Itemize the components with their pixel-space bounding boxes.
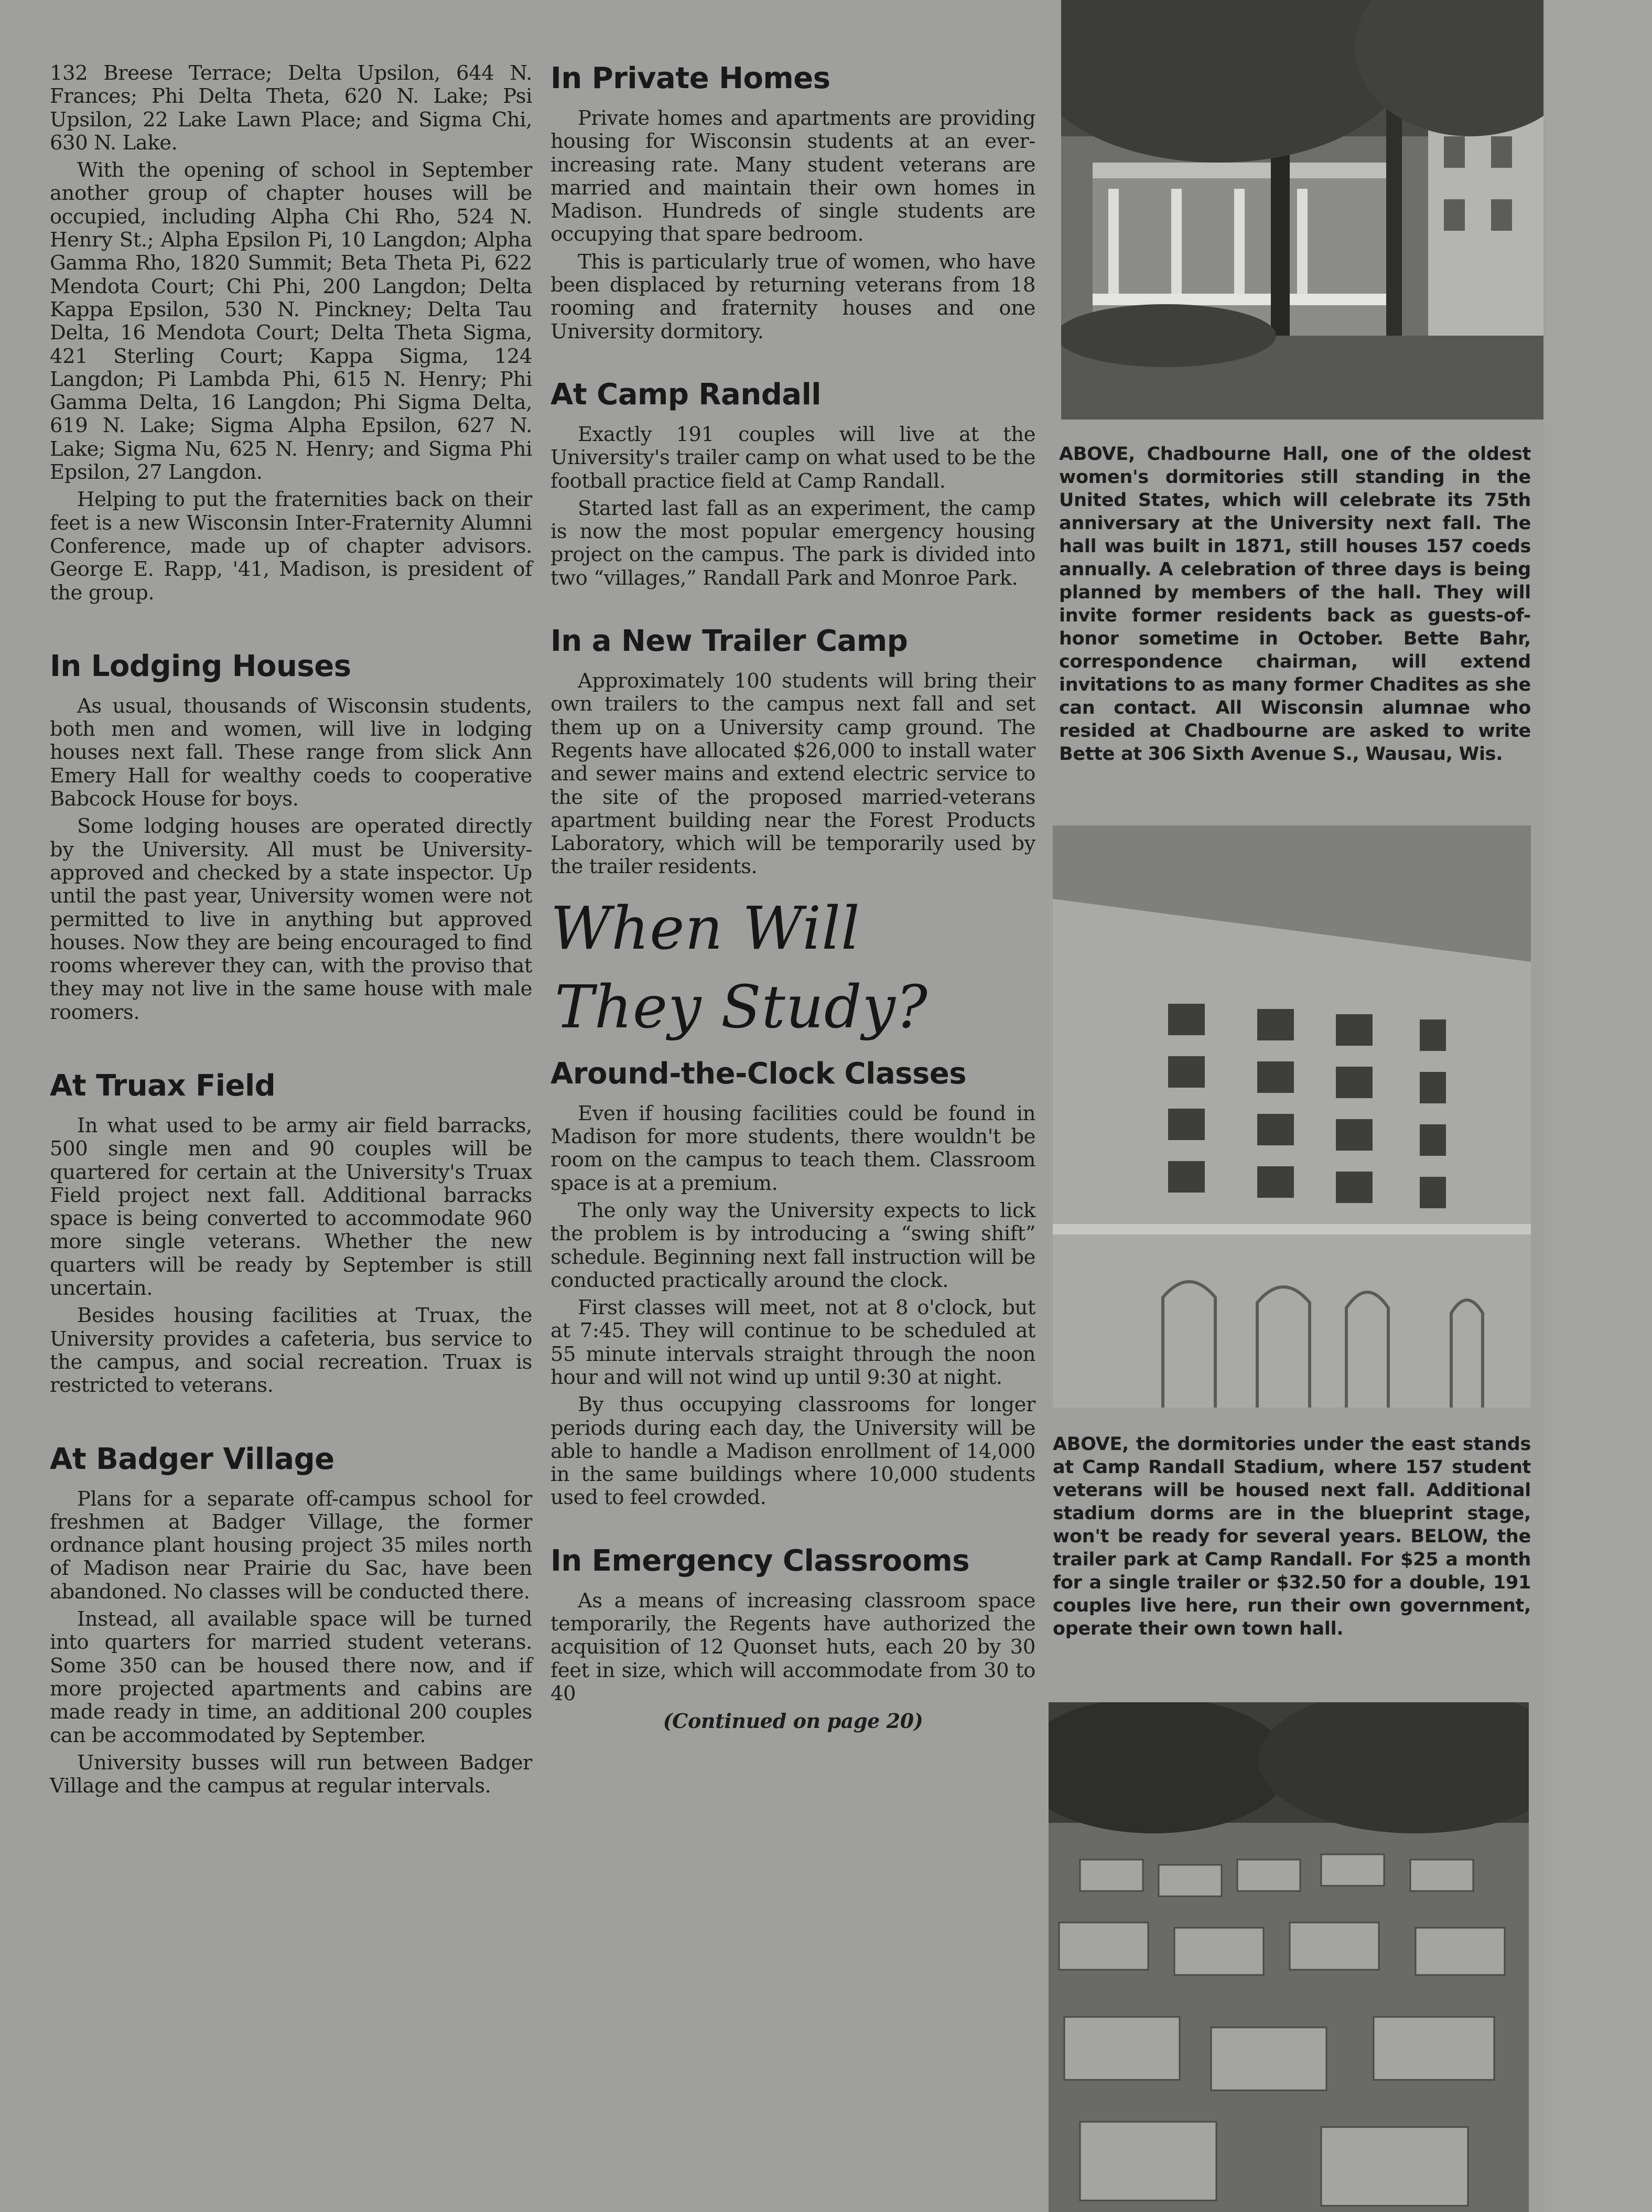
feature-title-line2: They Study?	[555, 973, 928, 1041]
section-heading-lodging: In Lodging Houses	[50, 649, 351, 683]
private-paragraph: Private homes and apartments are providing housing for Wisconsin students at an ever-increasing rate. Many student veterans are married and maintain their own homes in Madison. Hundreds of single students are occupying that spare bedroom.	[550, 106, 1035, 246]
clock-paragraph: First classes will meet, not at 8 o'clock, but at 7:45. They will continue to be scheduled at 55 minute intervals straight through the noon hour and will not wind up until 9:30 at night.	[550, 1296, 1035, 1389]
clock-paragraph: The only way the University expects to lick the problem is by introducing a “swing shift” schedule. Beginning next fall instruction will be conducted practically around the clock.	[550, 1198, 1035, 1292]
truax-paragraph: In what used to be army air field barracks, 500 single men and 90 couples will be quartered for certain at the University's Truax Field project next fall. Additional barracks space is being converted to accommodate 960 more single veterans. Whether the new quarters will be ready by September is still uncertain.	[50, 1113, 532, 1301]
intro-paragraph: Helping to put the fraternities back on their feet is a new Wisconsin Inter-Fraternity Alumni Conference, made up of chapter advisors. George E. Rapp, '41, Madison, is president of the group.	[50, 488, 532, 605]
badger-paragraph: Instead, all available space will be turned into quarters for married student veterans. Some 350 can be housed there now, and if more projected apartments and cabins are made ready in time, an additional 200 couples can be accommodated by September.	[50, 1607, 532, 1747]
section-heading-randall: At Camp Randall	[550, 377, 821, 412]
badger-paragraph: Plans for a separate off-campus school for freshmen at Badger Village, the former ordnance plant housing project 35 miles north of Madison near Prairie du Sac, have been abandoned. No classes will be conducted there.	[50, 1487, 532, 1604]
section-heading-badger: At Badger Village	[50, 1442, 334, 1476]
caption-chadbourne-hall: ABOVE, Chadbourne Hall, one of the oldest women's dormitories still standing in the United States, which will celebrate its 75th anniversary at the University next fall. The hall was built in 1871, still houses 157 coeds annually. A celebration of three days is being planned by members of the hall. They will invite former residents back as guests-of-honor sometime in October. Bette Bahr, correspondence chairman, will extend invitations to as many former Chadites as she can contact. All Wisconsin alumnae who resided at Chadbourne are asked to write Bette at 306 Sixth Avenue S., Wausau, Wis.	[1059, 444, 1531, 765]
randall-paragraph: Started last fall as an experiment, the camp is now the most popular emergency housing project on the campus. The park is divided into two “villages,” Randall Park and Monroe Park.	[550, 496, 1035, 590]
emergency-paragraph: As a means of increasing classroom space temporarily, the Regents have authorized the acquisition of 12 Quonset huts, each 20 by 30 feet in size, which will accommodate from 30 to 40	[550, 1588, 1035, 1705]
section-heading-private: In Private Homes	[550, 61, 830, 95]
clock-paragraph: Even if housing facilities could be found in Madison for more students, there wouldn't be room on the campus to teach them. Classroom space is at a premium.	[550, 1101, 1035, 1195]
intro-paragraph: 132 Breese Terrace; Delta Upsilon, 644 N. Frances; Phi Delta Theta, 620 N. Lake; Psi Upsilon, 22 Lake Lawn Place; and Sigma Chi, 630 N. Lake.	[50, 61, 532, 155]
section-heading-truax: At Truax Field	[50, 1068, 276, 1103]
private-paragraph: This is particularly true of women, who have been displaced by returning veterans from 18 rooming and fraternity houses and one University dormitory.	[550, 250, 1035, 343]
caption-stadium-and-trailer-park: ABOVE, the dormitories under the east stands at Camp Randall Stadium, where 157 student veterans will be housed next fall. Additional stadium dorms are in the blueprint stage, won't be ready for several years. BELOW, the trailer park at Camp Randall. For $25 a month for a single trailer or $32.50 for a double, 191 couples live here, run their own government, operate their own town hall.	[1053, 1434, 1531, 1639]
trailer-paragraph: Approximately 100 students will bring their own trailers to the campus next fall and set them up on a University camp ground. The Regents have allocated $26,000 to install water and sewer mains and extend electric service to the site of the proposed married-veterans apartment building near the Forest Products Laboratory, which will be temporarily used by the trailer residents.	[550, 669, 1035, 879]
photo-chadbourne-hall	[1061, 0, 1543, 420]
badger-paragraph: University busses will run between Badger Village and the campus at regular intervals.	[50, 1751, 532, 1798]
randall-paragraph: Exactly 191 couples will live at the University's trailer camp on what used to be the football practice field at Camp Randall.	[550, 422, 1035, 493]
left-column	[50, 62, 532, 1802]
lodging-paragraph: As usual, thousands of Wisconsin students, both men and women, will live in lodging houses next fall. These range from slick Ann Emery Hall for wealthy coeds to cooperative Babcock House for boys.	[50, 694, 532, 811]
truax-paragraph: Besides housing facilities at Truax, the University provides a cafeteria, bus service to the campus, and social recreation. Truax is restricted to veterans.	[50, 1304, 532, 1398]
clock-paragraph: By thus occupying classrooms for longer periods during each day, the University will be able to handle a Madison enrollment of 14,000 in the same buildings where 10,000 students used to feel crowded.	[550, 1393, 1035, 1510]
lodging-paragraph: Some lodging houses are operated directly by the University. All must be University-approved and checked by a state inspector. Up until the past year, University women were not permitted to live in anything but approved houses. Now they are being encouraged to find rooms wherever they can, with the proviso that they may not live in the same house with male roomers.	[50, 814, 532, 1024]
feature-title-line1: When Will	[550, 894, 860, 963]
page-margin	[1545, 0, 1652, 2212]
middle-column	[550, 62, 1035, 1733]
intro-paragraph: With the opening of school in September another group of chapter houses will be occupied, including Alpha Chi Rho, 524 N. Henry St.; Alpha Epsilon Pi, 10 Langdon; Alpha Gamma Rho, 1820 Summit; Beta Theta Pi, 622 Mendota Court; Chi Phi, 200 Langdon; Delta Kappa Epsilon, 530 N. Pinckney; Delta Tau Delta, 16 Mendota Court; Delta Theta Sigma, 421 Sterling Court; Kappa Sigma, 124 Langdon; Pi Lambda Phi, 615 N. Henry; Phi Gamma Delta, 16 Langdon; Phi Sigma Delta, 619 N. Lake; Sigma Alpha Epsilon, 627 N. Lake; Sigma Nu, 625 N. Henry; and Sigma Phi Epsilon, 27 Langdon.	[50, 158, 532, 485]
feature-title	[550, 889, 1035, 1047]
photo-trailer-park	[1049, 1702, 1529, 2212]
continued-note: (Continued on page 20)	[663, 1709, 923, 1733]
section-heading-clock: Around-the-Clock Classes	[550, 1056, 967, 1091]
photo-stadium-dormitories	[1053, 825, 1531, 1408]
section-heading-emergency: In Emergency Classrooms	[550, 1543, 970, 1578]
section-heading-trailer: In a New Trailer Camp	[550, 624, 908, 659]
